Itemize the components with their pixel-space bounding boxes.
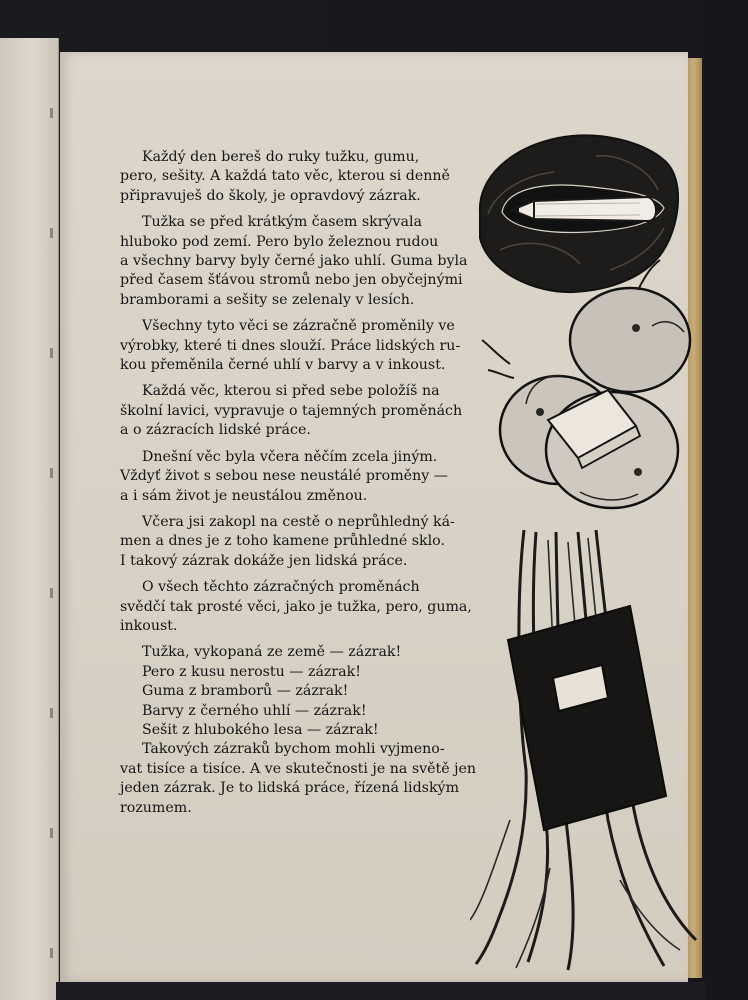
- paragraph: [120, 148, 465, 206]
- text-line: vat tisíce a tisíce. A ve skutečnosti je na světě jen: [120, 760, 477, 777]
- text-line: Pero z kusu nerostu — zázrak!: [142, 663, 361, 680]
- text-line: Barvy z černého uhlí — zázrak!: [142, 702, 367, 719]
- text-line: Guma z bramborů — zázrak!: [142, 683, 349, 700]
- text-line: Dnešní věc byla včera něčím zcela jiným.: [142, 448, 438, 465]
- text-line: svědčí tak prosté věci, jako je tužka, pero, guma,: [120, 598, 472, 615]
- binding-stitch: [50, 948, 53, 958]
- text-line: Všechny tyto věci se zázračně proměnily ve: [142, 318, 455, 335]
- text-line: pero, sešity. A každá tato věc, kterou si denně: [120, 168, 450, 185]
- body-text: [120, 148, 477, 825]
- text-line: připravuješ do školy, je opravdový zázrak.: [120, 187, 421, 204]
- binding-stitch: [50, 228, 53, 238]
- binding-stitch: [50, 708, 53, 718]
- text-line: Tužka se před krátkým časem skrývala: [142, 214, 422, 231]
- text-line: kou přeměnila černé uhlí v barvy a v inkoust.: [120, 357, 446, 374]
- text-line: hluboko pod zemí. Pero bylo železnou rudou: [120, 233, 439, 250]
- paragraph: [120, 213, 468, 310]
- book-cover-edge: [56, 982, 706, 1000]
- text-line: rozumem.: [120, 799, 192, 816]
- text-line: školní lavici, vypravuje o tajemných proměnách: [120, 402, 463, 419]
- text-line: a i sám život je neustálou změnou.: [120, 487, 368, 504]
- paragraph: [120, 317, 465, 375]
- binding-stitch: [50, 588, 53, 598]
- text-line: bramborami a sešity se zelenaly v lesích.: [120, 291, 415, 308]
- text-line: výrobky, které ti dnes slouží. Práce lidských ru-: [120, 337, 461, 354]
- tree-with-notebook-illustration: [470, 530, 696, 970]
- text-line: Každý den bereš do ruky tužku, gumu,: [142, 149, 420, 165]
- pencil-in-rock-illustration: [480, 135, 678, 292]
- text-line: jeden zázrak. Je to lidská práce, řízená lidským: [120, 780, 460, 797]
- paragraph: [120, 513, 465, 571]
- text-line: Každá věc, kterou si před sebe položíš na: [142, 383, 440, 400]
- notebook-icon: [508, 606, 666, 830]
- text-line: Včera jsi zakopl na cestě o neprůhledný ká-: [142, 513, 455, 530]
- text-line: před časem šťávou stromů nebo jen obyčejnými: [120, 272, 463, 289]
- text-line: a o zázracích lidské práce.: [120, 422, 311, 439]
- pencil-icon: [512, 197, 656, 221]
- text-line: Takových zázraků bychom mohli vyjmeno-: [142, 741, 445, 758]
- text-line: I takový zázrak dokáže jen lidská práce.: [120, 552, 408, 569]
- binding-stitch: [50, 108, 53, 118]
- binding-stitch: [50, 468, 53, 478]
- text-line: inkoust.: [120, 617, 178, 634]
- illustration-column: [470, 120, 700, 980]
- paragraph: [120, 643, 477, 818]
- paragraph: [120, 448, 465, 506]
- paragraph: [120, 382, 465, 440]
- text-line: Vždyť život s sebou nese neustálé proměny —: [120, 468, 448, 485]
- text-line: a všechny barvy byly černé jako uhlí. Guma byla: [120, 253, 468, 270]
- text-line: O všech těchto zázračných proměnách: [142, 579, 420, 596]
- text-line: men a dnes je z toho kamene průhledné sklo.: [120, 533, 445, 550]
- binding-stitch: [50, 348, 53, 358]
- binding-stitch: [50, 828, 53, 838]
- text-line: Tužka, vykopaná ze země — zázrak!: [142, 644, 402, 661]
- left-page-edge: [0, 38, 59, 1000]
- paragraph: [120, 578, 472, 636]
- eraser-on-potatoes-illustration: [482, 260, 690, 508]
- text-line: Sešit z hlubokého lesa — zázrak!: [142, 721, 379, 738]
